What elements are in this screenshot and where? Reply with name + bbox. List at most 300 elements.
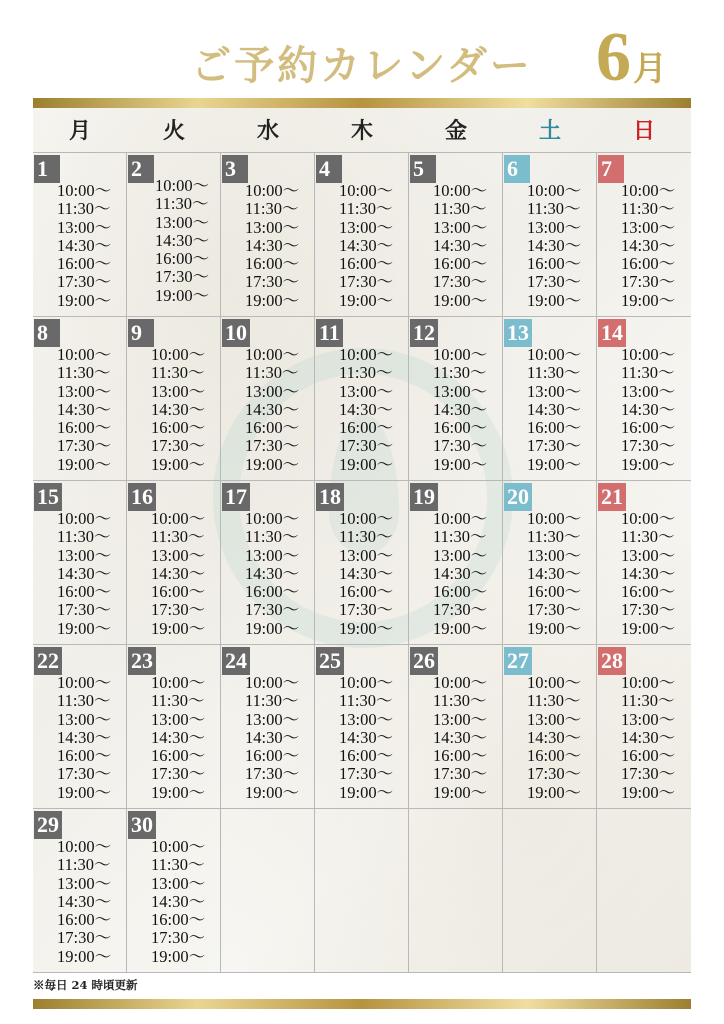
- time-slot-list: [527, 346, 581, 474]
- time-slot[interactable]: 10:00〜: [621, 509, 676, 528]
- time-slot[interactable]: 19:00〜: [621, 782, 676, 802]
- day-number: 3: [222, 155, 248, 183]
- time-slot[interactable]: 17:30〜: [433, 272, 488, 292]
- time-slot[interactable]: 10:00〜: [621, 345, 676, 364]
- time-slot-list: [527, 182, 581, 310]
- time-slot[interactable]: 13:00〜: [527, 709, 582, 729]
- time-slot[interactable]: 17:30〜: [57, 600, 112, 620]
- time-slot[interactable]: 13:00〜: [621, 709, 676, 729]
- day-number: 14: [598, 319, 626, 347]
- day-number: 19: [410, 483, 438, 511]
- time-slot[interactable]: 13:00〜: [621, 217, 676, 237]
- time-slot[interactable]: 10:00〜: [245, 673, 300, 692]
- time-slot[interactable]: 13:00〜: [57, 709, 112, 729]
- time-slot[interactable]: 16:00〜: [621, 746, 676, 766]
- weekday-header: [33, 108, 691, 152]
- day-cell[interactable]: [33, 153, 127, 317]
- time-slot[interactable]: 11:30〜: [155, 194, 209, 214]
- time-slot[interactable]: 10:00〜: [57, 345, 112, 364]
- time-slot[interactable]: 10:00〜: [151, 673, 206, 692]
- time-slot[interactable]: 16:00〜: [433, 254, 488, 274]
- time-slot[interactable]: 10:00〜: [527, 509, 582, 528]
- day-number: 18: [316, 483, 344, 511]
- day-cell[interactable]: [221, 481, 315, 645]
- day-cell[interactable]: [221, 153, 315, 317]
- time-slot[interactable]: 13:00〜: [339, 545, 394, 565]
- time-slot-list: [433, 182, 487, 310]
- time-slot[interactable]: 17:30〜: [621, 764, 676, 784]
- day-cell[interactable]: [127, 153, 221, 317]
- page-title: ご予約カレンダー: [191, 42, 533, 89]
- time-slot[interactable]: 10:00〜: [433, 673, 488, 692]
- day-number: 22: [34, 647, 62, 675]
- time-slot[interactable]: 11:30〜: [151, 855, 205, 875]
- time-slot[interactable]: 11:30〜: [527, 363, 581, 383]
- time-slot[interactable]: 19:00〜: [621, 290, 676, 310]
- time-slot[interactable]: 13:00〜: [339, 217, 394, 237]
- time-slot[interactable]: 17:30〜: [57, 272, 112, 292]
- day-cell[interactable]: [409, 481, 503, 645]
- time-slot[interactable]: 11:30〜: [433, 691, 487, 711]
- time-slot[interactable]: 14:30〜: [57, 235, 112, 255]
- time-slot[interactable]: 10:00〜: [245, 345, 300, 364]
- time-slot[interactable]: 13:00〜: [621, 545, 676, 565]
- time-slot[interactable]: 19:00〜: [527, 290, 582, 310]
- weekday-mon: 月: [68, 118, 91, 144]
- time-slot-list: [433, 346, 487, 474]
- day-number: 29: [34, 811, 62, 839]
- day-cell[interactable]: [33, 481, 127, 645]
- day-number: 15: [34, 483, 62, 511]
- gold-bar-bottom: [33, 999, 691, 1009]
- time-slot[interactable]: 11:30〜: [433, 527, 487, 547]
- time-slot[interactable]: 16:00〜: [433, 418, 488, 438]
- time-slot-list: [151, 674, 205, 802]
- time-slot[interactable]: 19:00〜: [527, 618, 582, 638]
- time-slot[interactable]: 14:30〜: [527, 563, 582, 583]
- day-number: 23: [128, 647, 156, 675]
- time-slot[interactable]: 17:30〜: [245, 436, 300, 456]
- time-slot[interactable]: 14:30〜: [621, 235, 676, 255]
- time-slot[interactable]: 14:30〜: [57, 727, 112, 747]
- time-slot[interactable]: 10:00〜: [527, 345, 582, 364]
- time-slot[interactable]: 19:00〜: [339, 290, 394, 310]
- time-slot[interactable]: 17:30〜: [57, 436, 112, 456]
- time-slot[interactable]: 19:00〜: [57, 618, 112, 638]
- time-slot[interactable]: 19:00〜: [151, 618, 206, 638]
- time-slot[interactable]: 16:00〜: [621, 418, 676, 438]
- time-slot[interactable]: 11:30〜: [621, 363, 675, 383]
- time-slot[interactable]: 16:00〜: [151, 418, 206, 438]
- time-slot[interactable]: 11:30〜: [245, 527, 299, 547]
- time-slot[interactable]: 10:00〜: [433, 345, 488, 364]
- time-slot[interactable]: 19:00〜: [621, 618, 676, 638]
- time-slot[interactable]: 11:30〜: [433, 199, 487, 219]
- time-slot[interactable]: 16:00〜: [57, 746, 112, 766]
- time-slot[interactable]: 13:00〜: [527, 217, 582, 237]
- time-slot[interactable]: 13:00〜: [245, 381, 300, 401]
- time-slot[interactable]: 19:00〜: [339, 782, 394, 802]
- time-slot[interactable]: 16:00〜: [245, 582, 300, 602]
- time-slot[interactable]: 13:00〜: [245, 709, 300, 729]
- time-slot[interactable]: 11:30〜: [621, 691, 675, 711]
- time-slot[interactable]: 16:00〜: [527, 746, 582, 766]
- time-slot[interactable]: 11:30〜: [151, 363, 205, 383]
- time-slot[interactable]: 13:00〜: [433, 381, 488, 401]
- update-note: ※毎日 24 時頃更新: [33, 978, 138, 992]
- time-slot[interactable]: 10:00〜: [57, 181, 112, 200]
- day-number: 30: [128, 811, 156, 839]
- time-slot[interactable]: 17:30〜: [245, 272, 300, 292]
- time-slot[interactable]: 19:00〜: [527, 782, 582, 802]
- time-slot[interactable]: 11:30〜: [527, 199, 581, 219]
- time-slot[interactable]: 14:30〜: [339, 235, 394, 255]
- time-slot[interactable]: 11:30〜: [57, 691, 111, 711]
- day-cell[interactable]: [503, 153, 597, 317]
- time-slot[interactable]: 11:30〜: [151, 691, 205, 711]
- time-slot[interactable]: 17:30〜: [433, 764, 488, 784]
- time-slot[interactable]: 10:00〜: [433, 509, 488, 528]
- time-slot[interactable]: 19:00〜: [245, 454, 300, 474]
- time-slot[interactable]: 10:00〜: [155, 176, 210, 195]
- time-slot[interactable]: 10:00〜: [245, 509, 300, 528]
- time-slot[interactable]: 11:30〜: [433, 363, 487, 383]
- time-slot[interactable]: 16:00〜: [621, 254, 676, 274]
- weekday-sun: 日: [632, 118, 655, 144]
- time-slot[interactable]: 13:00〜: [339, 381, 394, 401]
- time-slot[interactable]: 16:00〜: [433, 582, 488, 602]
- time-slot[interactable]: 10:00〜: [339, 673, 394, 692]
- time-slot-list: [527, 674, 581, 802]
- gold-bar-top: [33, 98, 691, 108]
- day-number: 1: [34, 155, 60, 183]
- time-slot-list: [245, 346, 299, 474]
- time-slot[interactable]: 13:00〜: [155, 212, 210, 232]
- day-number: 27: [504, 647, 532, 675]
- time-slot[interactable]: 11:30〜: [57, 855, 111, 875]
- time-slot-list: [57, 346, 111, 474]
- time-slot[interactable]: 13:00〜: [339, 709, 394, 729]
- time-slot[interactable]: 10:00〜: [527, 673, 582, 692]
- time-slot[interactable]: 13:00〜: [57, 381, 112, 401]
- time-slot[interactable]: 16:00〜: [339, 582, 394, 602]
- time-slot[interactable]: 17:30〜: [527, 600, 582, 620]
- day-number: 28: [598, 647, 626, 675]
- time-slot-list: [621, 182, 675, 310]
- day-cell: [503, 809, 597, 973]
- time-slot[interactable]: 14:30〜: [245, 235, 300, 255]
- time-slot[interactable]: 16:00〜: [245, 418, 300, 438]
- time-slot[interactable]: 16:00〜: [433, 746, 488, 766]
- time-slot[interactable]: 10:00〜: [57, 509, 112, 528]
- time-slot[interactable]: 17:30〜: [339, 764, 394, 784]
- time-slot[interactable]: 14:30〜: [339, 563, 394, 583]
- time-slot-list: [621, 346, 675, 474]
- time-slot[interactable]: 17:30〜: [621, 436, 676, 456]
- day-cell[interactable]: [33, 809, 127, 973]
- time-slot[interactable]: 16:00〜: [151, 910, 206, 930]
- time-slot[interactable]: 10:00〜: [245, 181, 300, 200]
- time-slot[interactable]: 11:30〜: [621, 527, 675, 547]
- time-slot-list: [245, 674, 299, 802]
- time-slot[interactable]: 17:30〜: [245, 764, 300, 784]
- day-cell[interactable]: [503, 481, 597, 645]
- time-slot[interactable]: 17:30〜: [527, 272, 582, 292]
- day-grid: [33, 152, 691, 973]
- time-slot[interactable]: 19:00〜: [57, 946, 112, 966]
- time-slot[interactable]: 13:00〜: [151, 545, 206, 565]
- time-slot[interactable]: 19:00〜: [151, 454, 206, 474]
- time-slot[interactable]: 19:00〜: [433, 618, 488, 638]
- day-cell[interactable]: [597, 153, 691, 317]
- time-slot[interactable]: 14:30〜: [433, 399, 488, 419]
- time-slot[interactable]: 19:00〜: [339, 454, 394, 474]
- time-slot[interactable]: 17:30〜: [527, 436, 582, 456]
- day-number: 10: [222, 319, 250, 347]
- time-slot[interactable]: 14:30〜: [621, 563, 676, 583]
- time-slot[interactable]: 17:30〜: [155, 267, 210, 287]
- time-slot[interactable]: 14:30〜: [339, 399, 394, 419]
- day-cell[interactable]: [127, 645, 221, 809]
- time-slot[interactable]: 10:00〜: [433, 181, 488, 200]
- time-slot[interactable]: 10:00〜: [339, 509, 394, 528]
- time-slot-list: [339, 674, 393, 802]
- time-slot[interactable]: 19:00〜: [245, 618, 300, 638]
- time-slot[interactable]: 16:00〜: [245, 746, 300, 766]
- time-slot[interactable]: 13:00〜: [57, 545, 112, 565]
- day-cell[interactable]: [127, 809, 221, 973]
- time-slot[interactable]: 14:30〜: [151, 891, 206, 911]
- day-cell[interactable]: [503, 645, 597, 809]
- time-slot[interactable]: 10:00〜: [151, 509, 206, 528]
- time-slot[interactable]: 17:30〜: [245, 600, 300, 620]
- time-slot[interactable]: 16:00〜: [151, 582, 206, 602]
- day-number: 11: [316, 319, 343, 347]
- time-slot[interactable]: 16:00〜: [621, 582, 676, 602]
- time-slot[interactable]: 14:30〜: [151, 563, 206, 583]
- time-slot[interactable]: 10:00〜: [527, 181, 582, 200]
- time-slot[interactable]: 10:00〜: [151, 345, 206, 364]
- time-slot[interactable]: 17:30〜: [339, 272, 394, 292]
- day-cell[interactable]: [315, 153, 409, 317]
- time-slot[interactable]: 14:30〜: [57, 399, 112, 419]
- time-slot[interactable]: 19:00〜: [527, 454, 582, 474]
- day-cell[interactable]: [221, 317, 315, 481]
- time-slot[interactable]: 17:30〜: [621, 272, 676, 292]
- time-slot[interactable]: 17:30〜: [57, 764, 112, 784]
- time-slot[interactable]: 19:00〜: [339, 618, 394, 638]
- time-slot[interactable]: 14:30〜: [433, 727, 488, 747]
- time-slot[interactable]: 13:00〜: [433, 709, 488, 729]
- day-cell[interactable]: [315, 317, 409, 481]
- time-slot[interactable]: 13:00〜: [57, 873, 112, 893]
- time-slot[interactable]: 11:30〜: [621, 199, 675, 219]
- time-slot[interactable]: 13:00〜: [151, 709, 206, 729]
- time-slot[interactable]: 16:00〜: [339, 254, 394, 274]
- time-slot[interactable]: 10:00〜: [339, 345, 394, 364]
- time-slot-list: [151, 838, 205, 966]
- time-slot[interactable]: 17:30〜: [527, 764, 582, 784]
- time-slot[interactable]: 19:00〜: [151, 946, 206, 966]
- time-slot[interactable]: 16:00〜: [57, 418, 112, 438]
- time-slot[interactable]: 16:00〜: [527, 254, 582, 274]
- time-slot[interactable]: 16:00〜: [155, 249, 210, 269]
- time-slot[interactable]: 11:30〜: [151, 527, 205, 547]
- time-slot[interactable]: 19:00〜: [57, 782, 112, 802]
- time-slot[interactable]: 16:00〜: [245, 254, 300, 274]
- time-slot-list: [339, 510, 393, 638]
- time-slot[interactable]: 14:30〜: [155, 230, 210, 250]
- time-slot[interactable]: 16:00〜: [339, 418, 394, 438]
- time-slot[interactable]: 14:30〜: [621, 399, 676, 419]
- time-slot[interactable]: 19:00〜: [155, 285, 210, 305]
- time-slot[interactable]: 19:00〜: [57, 290, 112, 310]
- time-slot[interactable]: 17:30〜: [151, 600, 206, 620]
- time-slot[interactable]: 16:00〜: [57, 910, 112, 930]
- time-slot[interactable]: 14:30〜: [339, 727, 394, 747]
- weekday-fri: 金: [444, 118, 467, 144]
- day-cell[interactable]: [315, 481, 409, 645]
- day-cell[interactable]: [597, 645, 691, 809]
- time-slot[interactable]: 11:30〜: [245, 199, 299, 219]
- day-number: 9: [128, 319, 154, 347]
- day-number: 25: [316, 647, 344, 675]
- time-slot[interactable]: 11:30〜: [527, 691, 581, 711]
- day-cell[interactable]: [409, 317, 503, 481]
- time-slot[interactable]: 16:00〜: [527, 418, 582, 438]
- day-cell[interactable]: [127, 481, 221, 645]
- time-slot[interactable]: 19:00〜: [621, 454, 676, 474]
- time-slot[interactable]: 14:30〜: [57, 891, 112, 911]
- time-slot[interactable]: 11:30〜: [57, 527, 111, 547]
- time-slot[interactable]: 17:30〜: [433, 600, 488, 620]
- time-slot[interactable]: 14:30〜: [527, 727, 582, 747]
- time-slot[interactable]: 17:30〜: [151, 436, 206, 456]
- day-cell: [315, 809, 409, 973]
- time-slot[interactable]: 13:00〜: [433, 545, 488, 565]
- day-number: 5: [410, 155, 436, 183]
- day-number: 8: [34, 319, 60, 347]
- day-cell[interactable]: [409, 645, 503, 809]
- time-slot[interactable]: 17:30〜: [339, 600, 394, 620]
- day-cell[interactable]: [127, 317, 221, 481]
- weekday-sat: 土: [538, 118, 561, 144]
- time-slot[interactable]: 14:30〜: [621, 727, 676, 747]
- time-slot[interactable]: 10:00〜: [621, 181, 676, 200]
- time-slot-list: [57, 674, 111, 802]
- time-slot[interactable]: 17:30〜: [57, 928, 112, 948]
- time-slot[interactable]: 10:00〜: [57, 837, 112, 856]
- time-slot[interactable]: 14:30〜: [433, 563, 488, 583]
- day-number: 17: [222, 483, 250, 511]
- time-slot[interactable]: 11:30〜: [57, 199, 111, 219]
- time-slot[interactable]: 10:00〜: [339, 181, 394, 200]
- time-slot[interactable]: 19:00〜: [245, 782, 300, 802]
- weekday-thu: 木: [350, 118, 373, 144]
- time-slot[interactable]: 16:00〜: [57, 582, 112, 602]
- time-slot[interactable]: 13:00〜: [151, 873, 206, 893]
- time-slot[interactable]: 11:30〜: [339, 199, 393, 219]
- time-slot[interactable]: 14:30〜: [57, 563, 112, 583]
- time-slot[interactable]: 10:00〜: [151, 837, 206, 856]
- time-slot[interactable]: 14:30〜: [151, 727, 206, 747]
- day-cell[interactable]: [503, 317, 597, 481]
- time-slot-list: [151, 510, 205, 638]
- day-cell[interactable]: [597, 317, 691, 481]
- time-slot[interactable]: 13:00〜: [527, 381, 582, 401]
- day-cell[interactable]: [597, 481, 691, 645]
- time-slot[interactable]: 14:30〜: [527, 399, 582, 419]
- time-slot[interactable]: 17:30〜: [433, 436, 488, 456]
- time-slot[interactable]: 16:00〜: [57, 254, 112, 274]
- day-number: 12: [410, 319, 438, 347]
- day-cell: [409, 809, 503, 973]
- time-slot[interactable]: 19:00〜: [433, 782, 488, 802]
- time-slot[interactable]: 13:00〜: [245, 545, 300, 565]
- day-cell[interactable]: [33, 645, 127, 809]
- day-cell[interactable]: [221, 645, 315, 809]
- day-cell[interactable]: [33, 317, 127, 481]
- time-slot[interactable]: 14:30〜: [527, 235, 582, 255]
- weekday-wed: 水: [256, 118, 279, 144]
- day-number: 26: [410, 647, 438, 675]
- time-slot[interactable]: 14:30〜: [245, 563, 300, 583]
- time-slot[interactable]: 13:00〜: [57, 217, 112, 237]
- day-number: 7: [598, 155, 624, 183]
- day-number: 13: [504, 319, 532, 347]
- time-slot[interactable]: 14:30〜: [433, 235, 488, 255]
- time-slot[interactable]: 11:30〜: [57, 363, 111, 383]
- time-slot[interactable]: 19:00〜: [57, 454, 112, 474]
- time-slot[interactable]: 11:30〜: [245, 691, 299, 711]
- time-slot[interactable]: 11:30〜: [527, 527, 581, 547]
- time-slot[interactable]: 13:00〜: [433, 217, 488, 237]
- time-slot[interactable]: 16:00〜: [339, 746, 394, 766]
- time-slot[interactable]: 17:30〜: [151, 928, 206, 948]
- time-slot[interactable]: 19:00〜: [433, 454, 488, 474]
- time-slot[interactable]: 14:30〜: [245, 399, 300, 419]
- time-slot[interactable]: 19:00〜: [433, 290, 488, 310]
- day-cell[interactable]: [409, 153, 503, 317]
- time-slot[interactable]: 19:00〜: [151, 782, 206, 802]
- time-slot[interactable]: 16:00〜: [151, 746, 206, 766]
- time-slot[interactable]: 14:30〜: [245, 727, 300, 747]
- time-slot[interactable]: 10:00〜: [621, 673, 676, 692]
- time-slot-list: [433, 674, 487, 802]
- time-slot[interactable]: 13:00〜: [245, 217, 300, 237]
- time-slot[interactable]: 11:30〜: [339, 363, 393, 383]
- time-slot[interactable]: 17:30〜: [339, 436, 394, 456]
- time-slot[interactable]: 13:00〜: [151, 381, 206, 401]
- time-slot[interactable]: 14:30〜: [151, 399, 206, 419]
- time-slot[interactable]: 19:00〜: [245, 290, 300, 310]
- time-slot-list: [155, 177, 209, 305]
- time-slot[interactable]: 16:00〜: [527, 582, 582, 602]
- time-slot-list: [245, 182, 299, 310]
- time-slot[interactable]: 13:00〜: [621, 381, 676, 401]
- time-slot[interactable]: 10:00〜: [57, 673, 112, 692]
- time-slot[interactable]: 13:00〜: [527, 545, 582, 565]
- day-cell: [597, 809, 691, 973]
- day-cell[interactable]: [315, 645, 409, 809]
- time-slot[interactable]: 11:30〜: [339, 691, 393, 711]
- time-slot[interactable]: 11:30〜: [339, 527, 393, 547]
- time-slot[interactable]: 11:30〜: [245, 363, 299, 383]
- time-slot[interactable]: 17:30〜: [151, 764, 206, 784]
- time-slot-list: [57, 182, 111, 310]
- month-label: [596, 18, 667, 98]
- time-slot[interactable]: 17:30〜: [621, 600, 676, 620]
